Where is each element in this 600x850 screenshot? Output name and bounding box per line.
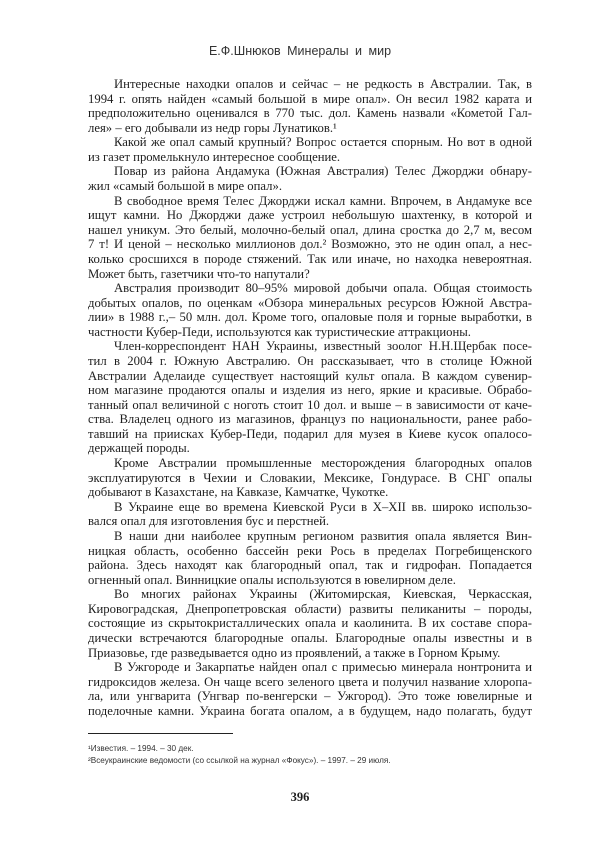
paragraph bbox=[88, 456, 532, 500]
paragraph bbox=[88, 281, 532, 339]
text-line: В наши дни наиболее крупным регионом развития опала является Вин- bbox=[114, 528, 532, 543]
text-line: вался опал для изготовления бус и перстней. bbox=[88, 514, 330, 529]
text-line: поделочные камни. Украина богата опалом, а в будущем, надо полагать, будут bbox=[88, 703, 532, 718]
text-line: добытых опалов, по оценкам «Обзора минеральных ресурсов Южной Австра- bbox=[88, 295, 532, 310]
text-line: Член-корреспондент НАН Украины, известный зоолог Н.Н.Щербак посе- bbox=[114, 339, 532, 354]
text-line: тил в 2004 г. Южную Австралию. Он рассказывает, что в столице Южной bbox=[88, 353, 532, 368]
text-line: тавший на приисках Кубер-Педи, подарил для музея в Киеве кусок опалосо- bbox=[88, 426, 532, 441]
text-line: держащей породы. bbox=[88, 441, 190, 456]
text-line: жил «самый большой в мире опал». bbox=[88, 179, 283, 194]
text-line: Во многих районах Украины (Житомирская, Киевская, Черкасская, bbox=[114, 587, 532, 602]
text-line: Может быть, газетчики что-то напутали? bbox=[88, 266, 310, 281]
text-line: Интересные находки опалов и сейчас – не редкость в Австралии. Так, в bbox=[114, 77, 532, 91]
text-line: танный опал величиной с ноготь стоит 10 дол. и выше – в зависимости от каче- bbox=[88, 397, 532, 412]
text-line: нашел уникум. Это белый, молочно-белый опал, длина сростка до 2,7 м, весом bbox=[88, 222, 532, 237]
text-line: колько сросшихся в породе стяжений. Так или иначе, но находка невероятная. bbox=[88, 251, 532, 266]
text-line: Кировоградская, Днепропетровская области) развиты пеликаниты – породы, bbox=[88, 601, 532, 616]
text-line: 7 т! И ценой – несколько миллионов дол.² Возможно, это не один опал, а нес- bbox=[88, 237, 532, 252]
text-line: предположительно оценивался в 770 тыс. дол. Камень назвали «Кометой Гал- bbox=[88, 106, 532, 121]
running-header: Е.Ф.Шнюков Минералы и мир bbox=[208, 44, 392, 58]
paragraph bbox=[88, 164, 532, 193]
text-line: Австралии Аделаиде существует настоящий культ опала. В каждом сувенир- bbox=[88, 368, 532, 383]
footnote-2: ²Всеукраинские ведомости (со ссылкой на журнал «Фокус»). – 1997. – 29 июля. bbox=[88, 756, 391, 765]
text-line: Повар из района Андамука (Южная Австралия) Телес Джорджи обнару- bbox=[114, 164, 532, 179]
text-line: частности Кубер-Педи, используются как туристические аттракционы. bbox=[88, 324, 471, 339]
text-line: Приазовье, где разведывается одно из проявлений, а также в Горном Крыму. bbox=[88, 645, 501, 660]
text-line: состоящие из скрытокристаллических опала и каолинита. В их составе спора- bbox=[88, 616, 532, 631]
text-line: Какой же опал самый крупный? Вопрос остается спорным. Но вот в одной bbox=[114, 135, 532, 150]
footnote-1: ¹Известия. – 1994. – 30 дек. bbox=[88, 744, 194, 753]
paragraph bbox=[88, 339, 532, 456]
text-line: В свободное время Телес Джорджи искал камни. Впрочем, в Андамуке все bbox=[114, 193, 532, 208]
text-line: из газет промелькнуло интересное сообщение. bbox=[88, 149, 341, 164]
text-line: гидроксидов железа. Он чаще всего зеленого цвета и получил название хлоропа- bbox=[88, 674, 532, 689]
paragraph bbox=[88, 500, 532, 529]
text-line: лея» – его добывали из недр горы Лунатиков.¹ bbox=[88, 120, 337, 135]
text-line: огненный опал. Винницкие опалы используются в ювелирном деле. bbox=[88, 572, 456, 587]
text-line: ства. Владелец одного из магазинов, француз по национальности, ранее рабо- bbox=[88, 412, 532, 427]
text-line: ищут камни. Но Джорджи даже устроил небольшую шахтенку, в которой и bbox=[88, 208, 532, 223]
text-line: Австралия производит 80–95% мировой добычи опала. Общая стоимость bbox=[114, 281, 532, 296]
paragraph bbox=[88, 135, 532, 164]
text-line: района. Здесь находят как благородный опал, так и гидрофан. Попадается bbox=[88, 558, 532, 573]
text-line: ницкая область, особенно бассейн реки Рось в пределах Погребищенского bbox=[88, 543, 532, 558]
text-line: В Ужгороде и Закарпатье найден опал с примесью минерала нонтронита и bbox=[114, 660, 532, 675]
text-line: добывают в Казахстане, на Кавказе, Камчатке, Чукотке. bbox=[88, 485, 389, 500]
page-number: 396 bbox=[290, 790, 310, 804]
paragraph bbox=[88, 194, 532, 281]
text-line: Кроме Австралии промышленные месторождения благородных опалов bbox=[114, 456, 532, 471]
paragraph bbox=[88, 77, 532, 135]
text-line: 1994 г. опять найден «самый большой в мире опал». Он весил 1982 карата и bbox=[88, 91, 532, 106]
paragraph bbox=[88, 587, 532, 660]
footnote-divider bbox=[88, 733, 233, 734]
text-line: эксплуатируются в Чехии и Словакии, Мексике, Гондурасе. В СНГ опалы bbox=[88, 470, 532, 485]
text-line: лии» в 1988 г.,– 50 млн. дол. Кроме того, опаловые поля и горные выработки, в bbox=[88, 310, 532, 325]
paragraph bbox=[88, 529, 532, 587]
text-line: ном магазине продаются опалы и изделия из него, яркие и красивые. Обрабо- bbox=[88, 383, 532, 398]
text-line: ла, или унгварита (Унгвар по-венгерски – Ужгород). Это тоже ювелирные и bbox=[88, 689, 532, 704]
text-line: дически встречаются благородные опалы. Благородные опалы известны и в bbox=[88, 630, 532, 645]
text-line: В Украине еще во времена Киевской Руси в X–XII вв. широко использо- bbox=[114, 499, 532, 514]
body-text bbox=[88, 77, 532, 718]
paragraph bbox=[88, 660, 532, 718]
